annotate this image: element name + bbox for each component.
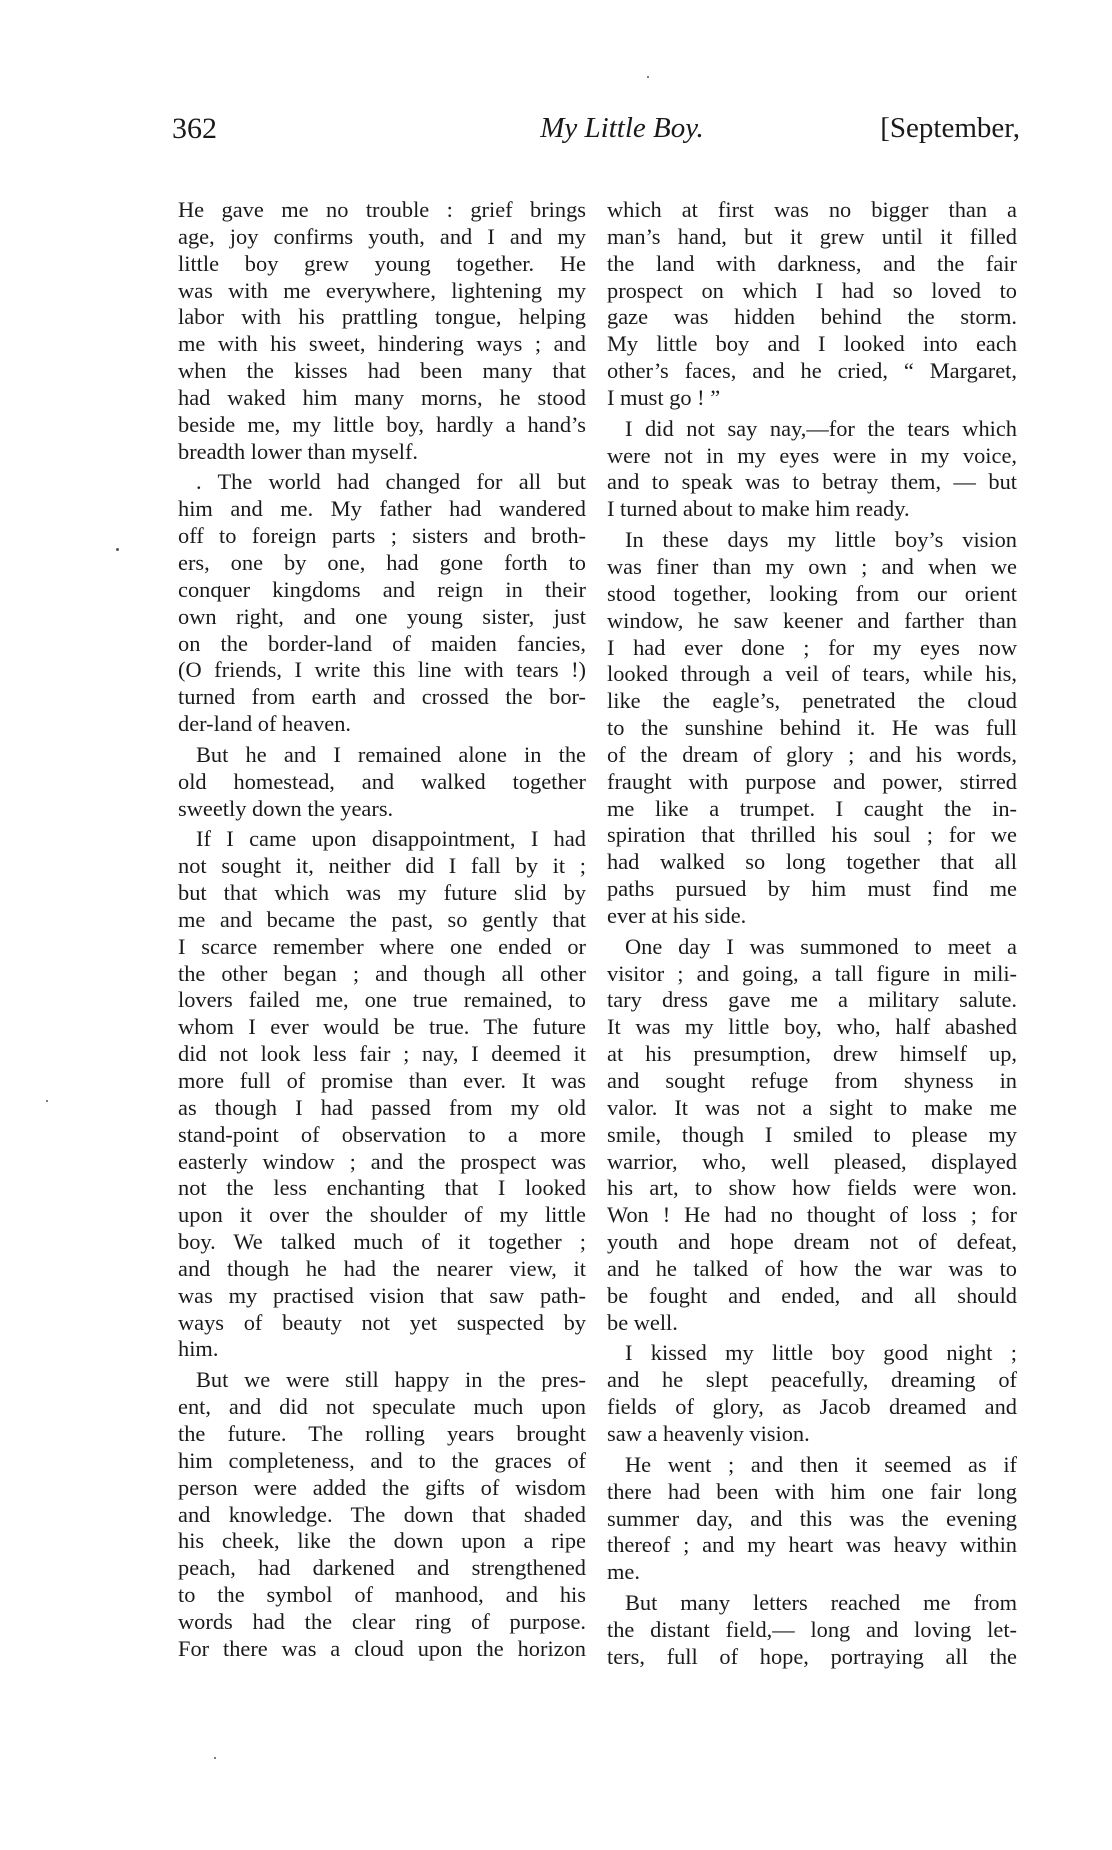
text-line: window, he saw keener and farther than (607, 607, 1017, 633)
text-line: old homestead, and walked together (178, 768, 586, 794)
text-line: which at first was no bigger than a (607, 197, 1017, 222)
text-line: I kissed my little boy good night ; (625, 1340, 1017, 1366)
text-line: person were added the gifts of wisdom (178, 1474, 586, 1500)
text-line: man’s hand, but it grew until it filled (607, 223, 1017, 249)
text-line: I turned about to make him ready. (607, 496, 910, 522)
text-line: conquer kingdoms and reign in their (178, 576, 586, 602)
page-number: 362 (172, 112, 217, 145)
text-line: more full of promise than ever. It was (178, 1068, 586, 1093)
text-line: did not look less fair ; nay, I deemed it (178, 1041, 586, 1067)
text-line: words had the clear ring of purpose. (178, 1608, 586, 1634)
paragraph (607, 934, 1017, 1337)
text-line: peach, had darkened and strengthened (178, 1555, 586, 1581)
scan-speck (116, 548, 119, 551)
paragraph (178, 1367, 586, 1662)
text-line: But we were still happy in the pres- (196, 1367, 586, 1393)
text-line: spiration that thrilled his soul ; for we (607, 822, 1017, 848)
text-line: and knowledge. The down that shaded (178, 1501, 586, 1527)
text-line: In these days my little boy’s vision (625, 527, 1017, 553)
text-line: his art, to show how fields were won. (607, 1175, 1017, 1201)
text-line: like the eagle’s, penetrated the cloud (607, 688, 1017, 714)
text-line: ers, one by one, had gone forth to (178, 549, 586, 575)
text-line: me. (607, 1559, 640, 1585)
text-line: him completeness, and to the graces of (178, 1447, 586, 1473)
paragraph (607, 527, 1017, 930)
text-line: me like a trumpet. I caught the in- (607, 795, 1017, 821)
text-line: the future. The rolling years brought (178, 1420, 586, 1446)
text-line: But he and I remained alone in the (196, 741, 586, 767)
text-line: sweetly down the years. (178, 795, 394, 821)
text-line: der-land of heaven. (178, 711, 351, 737)
scan-speck (46, 1100, 48, 1102)
text-line: summer day, and this was the evening (607, 1505, 1017, 1531)
text-line: stood together, looking from our orient (607, 580, 1017, 606)
text-line: as though I had passed from my old (178, 1094, 586, 1120)
text-line: upon it over the shoulder of my little (178, 1202, 586, 1228)
text-line: on the border-land of maiden fancies, (178, 630, 586, 656)
text-line: I scarce remember where one ended or (178, 933, 586, 959)
text-line: paths pursued by him must find me (607, 876, 1017, 902)
text-line: looked through a veil of tears, while his, (607, 661, 1017, 687)
text-line: age, joy confirms youth, and I and my (178, 223, 586, 249)
text-line: and though he had the nearer view, it (178, 1255, 586, 1281)
text-line: ever at his side. (607, 902, 747, 928)
text-line: him. (178, 1336, 219, 1362)
text-line: valor. It was not a sight to make me (607, 1094, 1017, 1120)
text-line: smile, though I smiled to please my (607, 1121, 1017, 1147)
text-line: not the less enchanting that I looked (178, 1175, 586, 1201)
text-line: of the dream of glory ; and his words, (607, 741, 1017, 767)
paragraph (607, 1340, 1017, 1447)
text-line: was with me everywhere, lightening my (178, 277, 586, 303)
scan-speck (214, 1757, 216, 1759)
text-line: had walked so long together that all (607, 849, 1017, 875)
text-line: ent, and did not speculate much upon (178, 1394, 586, 1420)
text-line: easterly window ; and the prospect was (178, 1148, 586, 1174)
running-header (172, 112, 1020, 152)
paragraph (607, 1590, 1017, 1671)
text-line: I had ever done ; for my eyes now (607, 634, 1017, 660)
text-line: I did not say nay,—for the tears which (625, 415, 1017, 441)
text-line: (O friends, I write this line with tears !) (178, 657, 586, 683)
text-line: tary dress gave me a military salute. (607, 987, 1017, 1013)
text-line: For there was a cloud upon the horizon (178, 1635, 586, 1661)
text-line: off to foreign parts ; sisters and broth- (178, 523, 586, 549)
text-line: But many letters reached me from (625, 1590, 1017, 1616)
paragraph (178, 826, 586, 1363)
text-line: was my practised vision that saw path- (178, 1282, 586, 1308)
text-line: to the sunshine behind it. He was full (607, 715, 1017, 741)
text-line: were not in my eyes were in my voice, (607, 442, 1017, 468)
scan-speck (647, 76, 649, 78)
text-line: and to speak was to betray them, — but (607, 469, 1017, 495)
text-line: and he talked of how the war was to (607, 1255, 1017, 1281)
text-line: and sought refuge from shyness in (607, 1068, 1017, 1093)
text-line: the other began ; and though all other (178, 960, 586, 986)
text-line: youth and hope dream not of defeat, (607, 1229, 1017, 1255)
text-line: beside me, my little boy, hardly a hand’s (178, 411, 586, 437)
text-line: be fought and ended, and all should (607, 1282, 1017, 1308)
running-month: [September, (880, 112, 1020, 144)
text-line: One day I was summoned to meet a (625, 933, 1017, 959)
text-line: and he slept peacefully, dreaming of (607, 1367, 1017, 1393)
text-line: It was my little boy, who, half abashed (607, 1014, 1017, 1040)
paragraph (178, 469, 586, 737)
text-line: the land with darkness, and the fair (607, 250, 1017, 276)
text-line: at his presumption, drew himself up, (607, 1041, 1017, 1067)
paragraph (178, 197, 586, 465)
text-line: ters, full of hope, portraying all the (607, 1643, 1017, 1669)
text-line: breadth lower than myself. (178, 438, 418, 464)
text-line: He gave me no trouble : grief brings (178, 197, 586, 222)
text-line: I must go ! ” (607, 384, 721, 410)
text-line: thereof ; and my heart was heavy within (607, 1532, 1017, 1558)
text-line: there had been with him one fair long (607, 1478, 1017, 1504)
text-line: not sought it, neither did I fall by it ; (178, 853, 586, 879)
text-line: ways of beauty not yet suspected by (178, 1309, 586, 1335)
text-line: prospect on which I had so loved to (607, 277, 1017, 303)
text-line: labor with his prattling tongue, helping (178, 304, 586, 330)
paragraph (178, 742, 586, 823)
paragraph (607, 197, 1017, 412)
running-title: My Little Boy. (540, 112, 704, 144)
text-line: was finer than my own ; and when we (607, 553, 1017, 579)
text-line: Won ! He had no thought of loss ; for (607, 1202, 1017, 1228)
text-line: lovers failed me, one true remained, to (178, 987, 586, 1013)
text-line: fraught with purpose and power, stirred (607, 768, 1017, 794)
text-line: saw a heavenly vision. (607, 1420, 810, 1446)
text-line: fields of glory, as Jacob dreamed and (607, 1394, 1017, 1420)
text-line: had waked him many morns, he stood (178, 384, 586, 410)
right-column (607, 197, 1017, 1671)
text-line: his cheek, like the down upon a ripe (178, 1528, 586, 1554)
text-line: me and became the past, so gently that (178, 906, 586, 932)
text-line: be well. (607, 1309, 678, 1335)
text-line: him and me. My father had wandered (178, 496, 586, 522)
left-column (178, 197, 586, 1663)
text-line: whom I ever would be true. The future (178, 1014, 586, 1040)
text-line: when the kisses had been many that (178, 358, 586, 384)
paragraph (607, 416, 1017, 523)
text-line: turned from earth and crossed the bor- (178, 684, 586, 710)
text-line: . The world had changed for all but (196, 469, 586, 495)
text-line: own right, and one young sister, just (178, 603, 586, 629)
text-line: me with his sweet, hindering ways ; and (178, 331, 586, 357)
text-line: other’s faces, and he cried, “ Margaret, (607, 358, 1017, 384)
text-line: He went ; and then it seemed as if (625, 1451, 1017, 1477)
text-line: gaze was hidden behind the storm. (607, 304, 1017, 330)
text-line: to the symbol of manhood, and his (178, 1582, 586, 1608)
paragraph (607, 1452, 1017, 1586)
text-line: boy. We talked much of it together ; (178, 1229, 586, 1255)
text-line: the distant field,— long and loving let- (607, 1616, 1017, 1642)
text-line: stand-point of observation to a more (178, 1121, 586, 1147)
text-line: but that which was my future slid by (178, 880, 586, 906)
text-line: visitor ; and going, a tall figure in mili- (607, 960, 1017, 986)
text-line: If I came upon disappointment, I had (196, 826, 586, 852)
text-line: warrior, who, well pleased, displayed (607, 1148, 1017, 1174)
text-line: little boy grew young together. He (178, 250, 586, 276)
text-line: My little boy and I looked into each (607, 331, 1017, 357)
